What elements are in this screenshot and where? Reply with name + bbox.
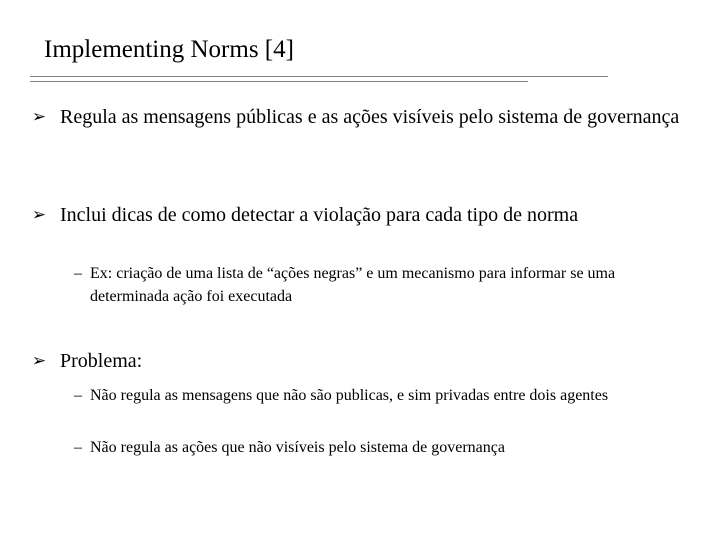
bullet-item-regula bbox=[31, 103, 680, 131]
arrow-bullet-icon: ➢ bbox=[31, 205, 47, 224]
sub-item-example bbox=[74, 262, 694, 308]
bullet-text: Inclui dicas de como detectar a violação para cada tipo de norma bbox=[60, 204, 579, 226]
arrow-bullet-icon: ➢ bbox=[31, 107, 47, 126]
sub-item-text: Não regula as mensagens que não são publicas, e sim privadas entre dois agentes bbox=[90, 387, 609, 404]
sub-item-problem-1 bbox=[74, 384, 694, 407]
bullet-text: Problema: bbox=[60, 350, 143, 372]
title-underline-short bbox=[30, 81, 528, 82]
dash-marker: – bbox=[74, 439, 82, 456]
bullet-text: Regula as mensagens públicas e as ações visíveis pelo sistema de governança bbox=[60, 106, 680, 128]
dash-marker: – bbox=[74, 387, 82, 404]
bullet-item-inclui bbox=[31, 201, 680, 229]
sub-item-text: Não regula as ações que não visíveis pelo sistema de governança bbox=[90, 439, 505, 456]
dash-marker: – bbox=[74, 265, 82, 282]
arrow-bullet-icon: ➢ bbox=[31, 351, 47, 370]
bullet-item-problema bbox=[31, 347, 680, 375]
title-underline-long bbox=[30, 76, 608, 77]
slide-title: Implementing Norms [4] bbox=[44, 36, 294, 63]
sub-item-text: Ex: criação de uma lista de “ações negras” e um mecanismo para informar se uma determinada ação foi executada bbox=[90, 265, 616, 305]
sub-item-problem-2 bbox=[74, 436, 694, 459]
